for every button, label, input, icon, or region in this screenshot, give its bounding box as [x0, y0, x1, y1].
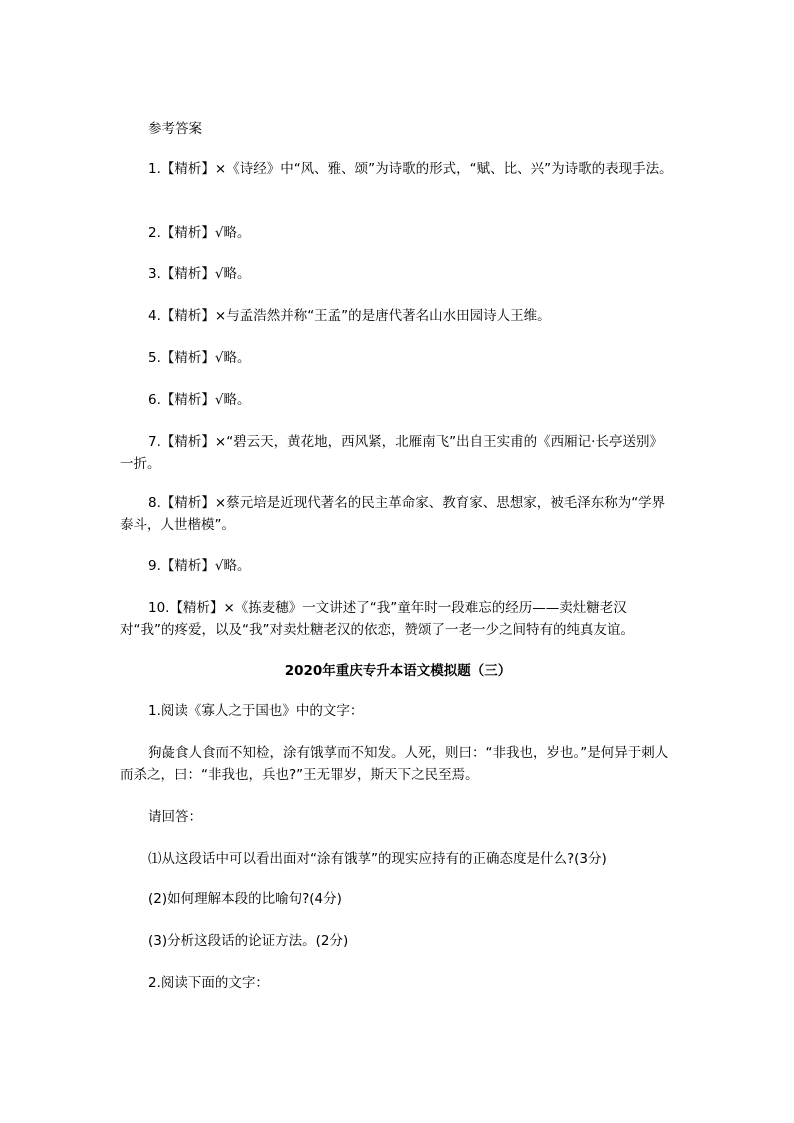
question-1-sub-2: (2)如何理解本段的比喻句?(4分) [148, 891, 342, 907]
question-1-sub-3: (3)分析这段话的论证方法。(2分) [148, 933, 349, 949]
answer-item-3: 3.【精析】√略。 [148, 266, 251, 282]
answer-item-6: 6.【精析】√略。 [148, 392, 251, 408]
answer-item-8: 8.【精析】×蔡元培是近现代著名的民主革命家、教育家、思想家，被毛泽东称为“学界泰斗，人世楷模”。 [120, 495, 666, 533]
question-1-intro: 1.阅读《寡人之于国也》中的文字： [148, 703, 364, 719]
answer-item-2: 2.【精析】√略。 [148, 225, 251, 241]
question-1-sub-1: ⑴从这段话中可以看出面对“涂有饿莩”的现实应持有的正确态度是什么?(3分) [148, 851, 607, 867]
answer-item-9: 9.【精析】√略。 [148, 558, 251, 574]
answer-item-4: 4.【精析】×与孟浩然并称“王孟”的是唐代著名山水田园诗人王维。 [148, 308, 551, 324]
answer-item-5: 5.【精析】√略。 [148, 350, 251, 366]
heading-answers: 参考答案 [148, 121, 202, 137]
answer-item-1: 1.【精析】×《诗经》中“风、雅、颂”为诗歌的形式，“赋、比、兴”为诗歌的表现手法。 [148, 161, 673, 177]
question-1-passage: 狗彘食人食而不知检，涂有饿莩而不知发。人死，则曰：“非我也，岁也。”是何异于刺人而杀之，曰：“非我也，兵也?”王无罪岁，斯天下之民至焉。 [120, 745, 669, 783]
section-title: 2020年重庆专升本语文模拟题（三） [284, 663, 512, 679]
question-1-prompt: 请回答： [148, 809, 202, 825]
answer-item-7: 7.【精析】×“碧云天，黄花地，西风紧，北雁南飞”出自王实甫的《西厢记·长亭送别》一折。 [120, 434, 663, 472]
answer-item-10: 10.【精析】×《拣麦穗》一文讲述了“我”童年时一段难忘的经历——卖灶糖老汉对“我”的疼爱，以及“我”对卖灶糖老汉的依恋，赞颂了一老一少之间特有的纯真友谊。 [120, 600, 634, 638]
question-2-intro: 2.阅读下面的文字： [148, 975, 269, 991]
